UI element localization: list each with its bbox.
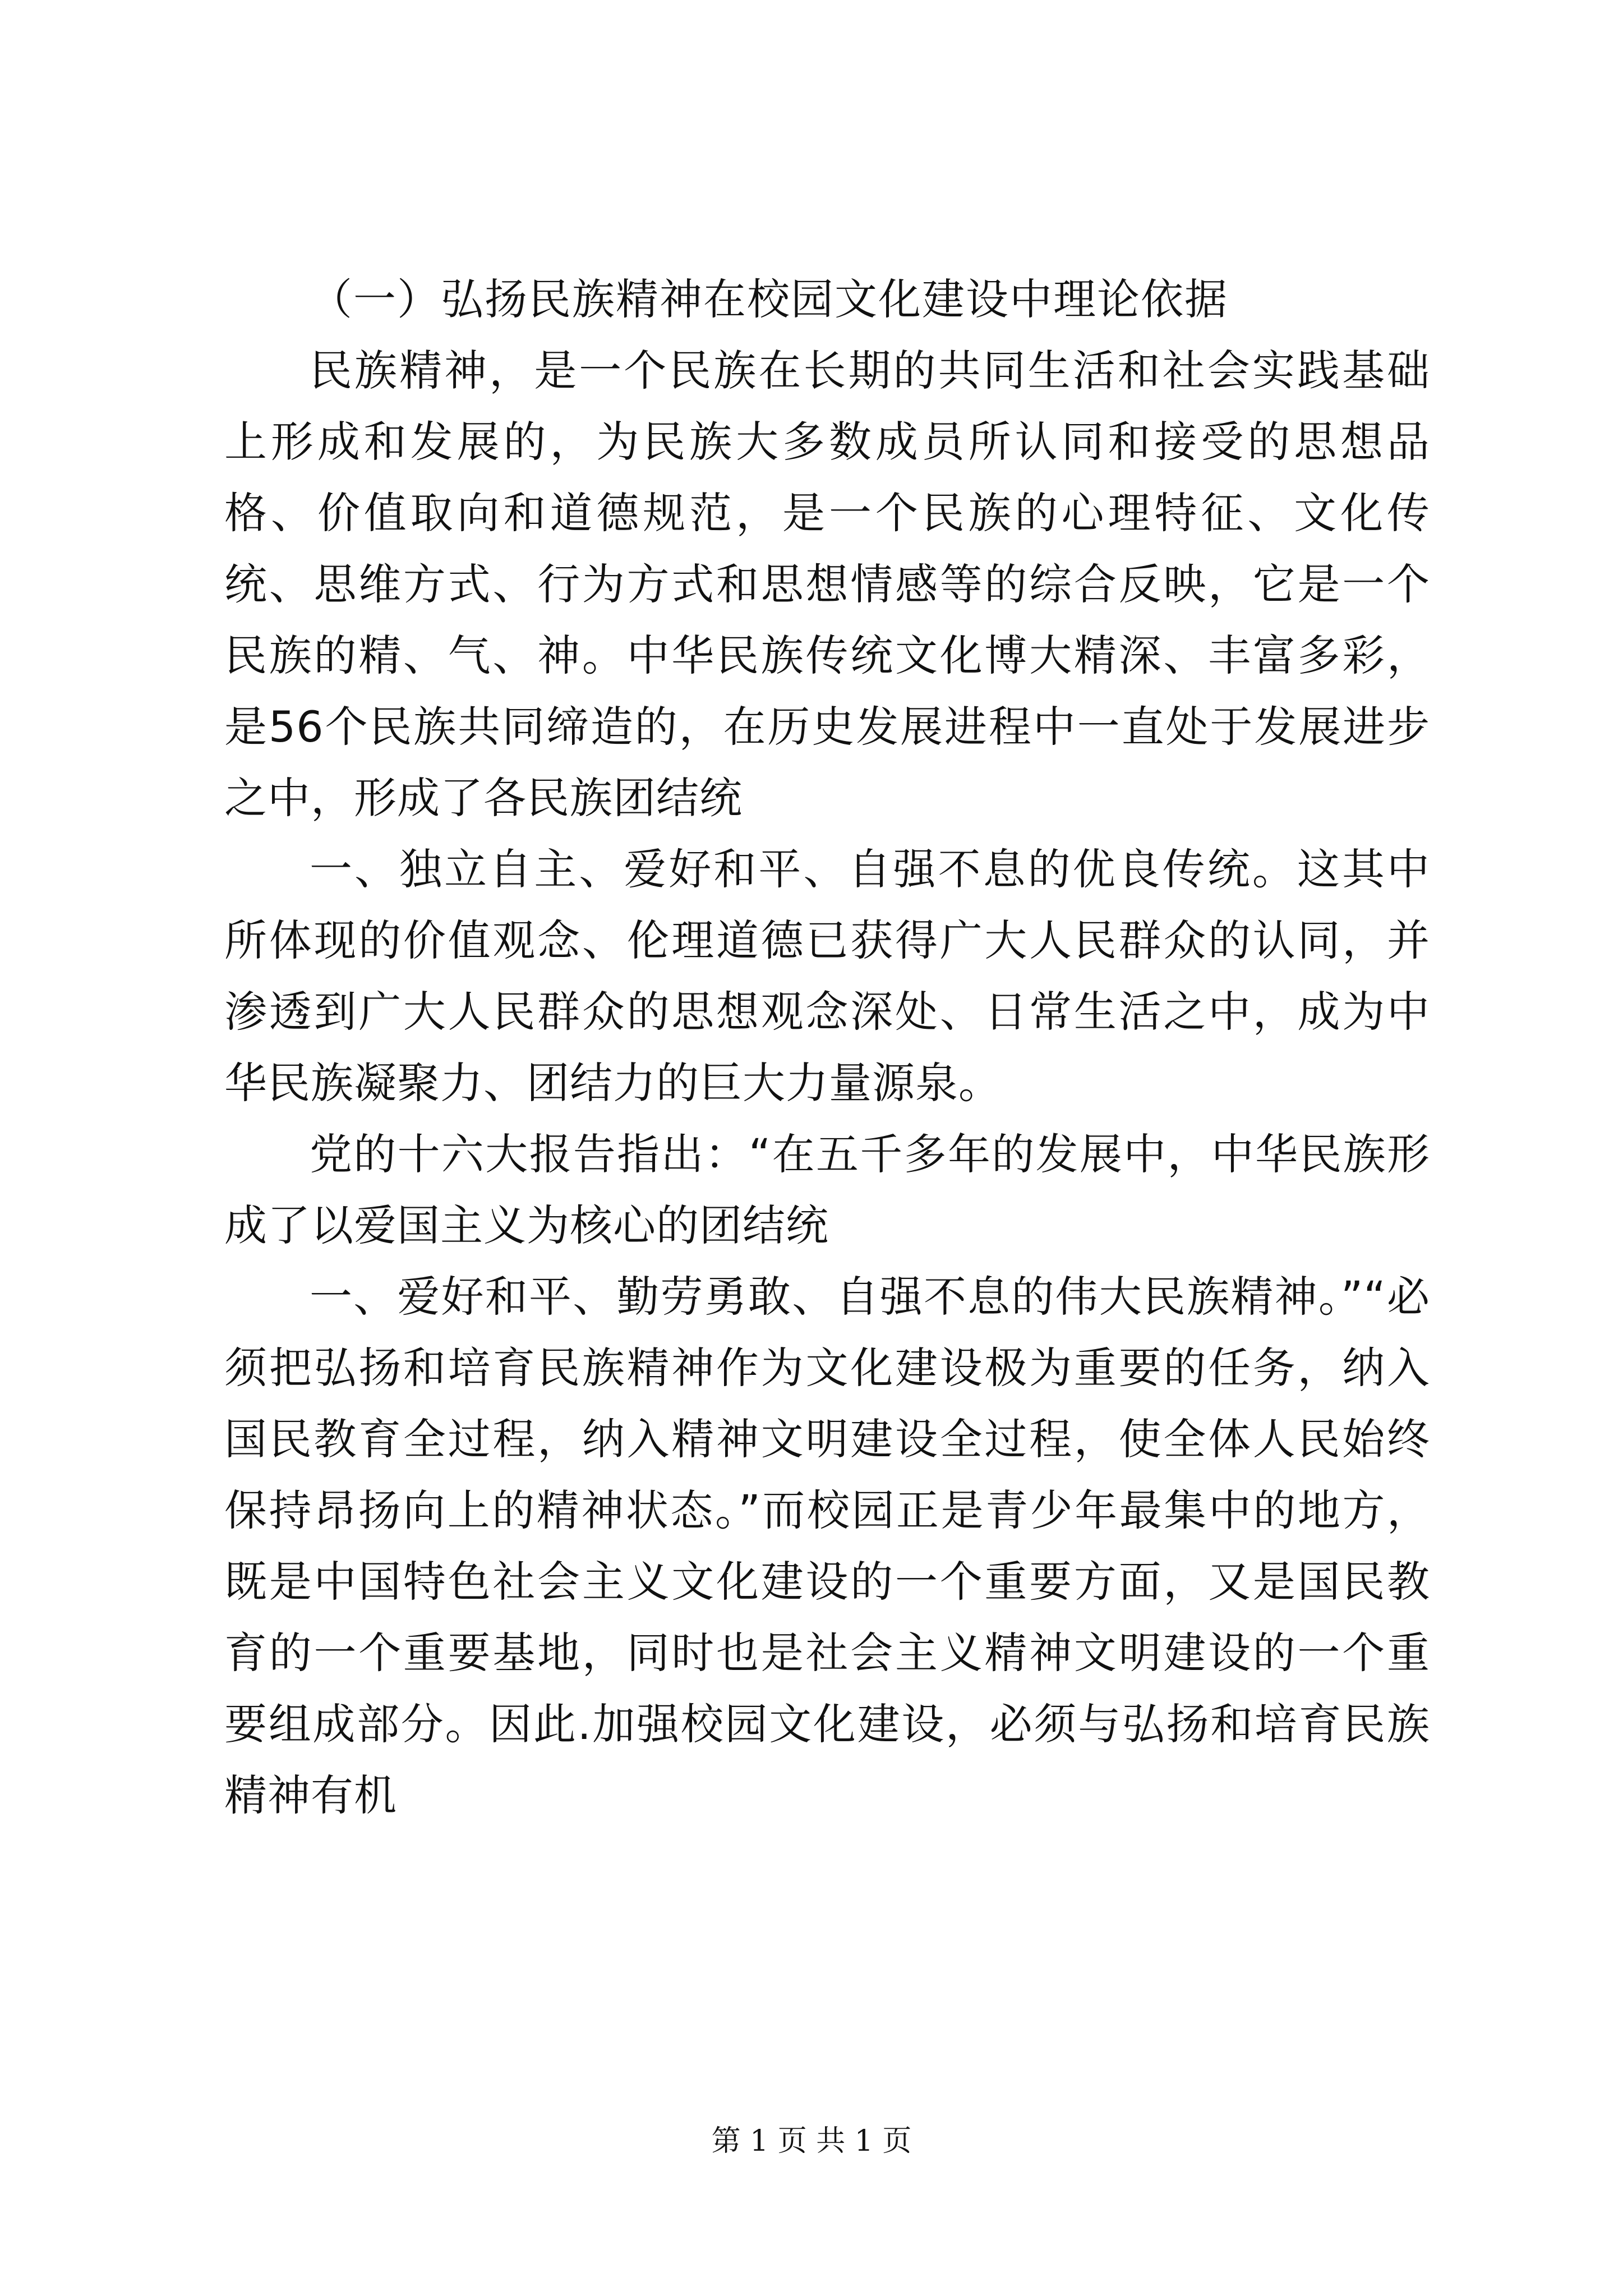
paragraph-2: 一、独立自主、爱好和平、自强不息的优良传统。这其中所体现的价值观念、伦理道德已获得广大人民群众的认同，并渗透到广大人民群众的思想观念深处、日常生活之中，成为中华民族凝聚力、团结力的巨大力量源泉。 [224,844,1430,1108]
paragraph-4: 一、爱好和平、勤劳勇敢、自强不息的伟大民族精神。”“必须把弘扬和培育民族精神作为文化建设极为重要的任务，纳入国民教育全过程，纳入精神文明建设全过程，使全体人民始终保持昂扬向上的精神状态。”而校园正是青少年最集中的地方，既是中国特色社会主义文化建设的一个重要方面，又是国民教育的一个重要基地，同时也是社会主义精神文明建设的一个重要组成部分。因此.加强校园文化建设，必须与弘扬和培育民族精神有机 [224,1272,1430,1820]
section-heading: （一）弘扬民族精神在校园文化建设中理论依据 [310,274,1228,324]
page-footer: 第 1 页 共 1 页 [711,2124,912,2158]
paragraph-1: 民族精神，是一个民族在长期的共同生活和社会实践基础上形成和发展的，为民族大多数成员所认同和接受的思想品格、价值取向和道德规范，是一个民族的心理特征、文化传统、思维方式、行为方式和思想情感等的综合反映，它是一个民族的精、气、神。中华民族传统文化博大精深、丰富多彩，是56个民族共同缔造的，在历史发展进程中一直处于发展进步之中，形成了各民族团结统 [224,346,1430,823]
document-body [224,264,1430,1831]
paragraph-3: 党的十六大报告指出：“在五千多年的发展中，中华民族形成了以爱国主义为核心的团结统 [224,1129,1430,1250]
